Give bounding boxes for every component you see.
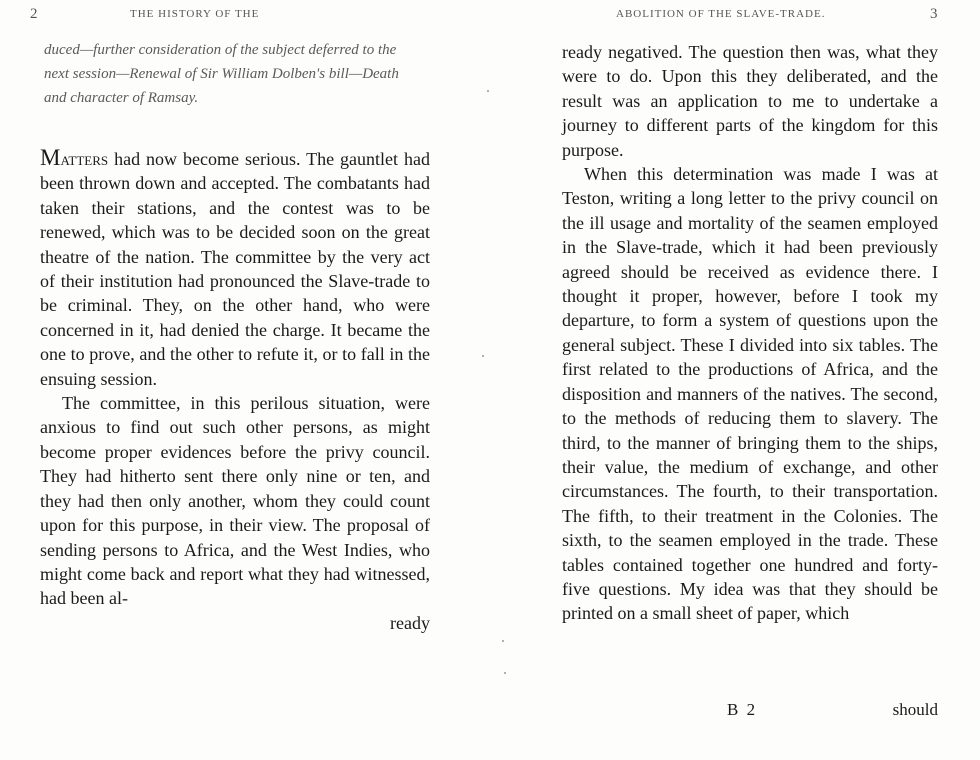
- running-head: THE HISTORY OF THE: [130, 8, 260, 20]
- page-speck: [487, 90, 489, 92]
- page-speck: [502, 640, 504, 642]
- paragraph: When this determination was made I was at Teston, writing a long letter to the privy council on the ill usage and mortality of the seamen employed in the Slave-trade, which it had been previously agreed should be received as evidence there. I thought it proper, however, before I took my departure, to form a system of questions upon the general subject. These I divided into six tables. The first related to the productions of Africa, and the disposition and manners of the natives. The second, to the methods of reducing them to slavery. The third, to the manner of bringing them to the ships, their value, the medium of exchange, and other circumstances. The fourth, to their transportation. The fifth, to their treatment in the Colonies. The sixth, to the seamen employed in the trade. These tables contained together one hundred and forty-five questions. My idea was that they should be printed on a small sheet of paper, which: [562, 164, 938, 624]
- page-speck: [504, 672, 506, 674]
- paragraph: ready negatived. The question then was, what they were to do. Upon this they deliberated, and the result was an application to me to undertake a journey to different parts of the kingdom for this purpose.: [562, 42, 938, 160]
- catchword: should: [892, 700, 938, 719]
- paragraph: [40, 146, 430, 391]
- signature-mark: B 2: [727, 700, 758, 719]
- page-speck: [482, 355, 484, 357]
- left-body-text: [40, 146, 430, 635]
- right-body-text: [562, 40, 938, 626]
- page-number: 3: [930, 6, 938, 22]
- right-page: [490, 0, 980, 760]
- running-head: ABOLITION OF THE SLAVE-TRADE.: [616, 8, 826, 20]
- small-caps-word: atters: [60, 149, 109, 169]
- catchword: ready: [390, 612, 430, 633]
- drop-cap: M: [40, 145, 61, 170]
- paragraph: The committee, in this perilous situation, were anxious to find out such other persons, as might become proper evidences before the privy council. They had hitherto sent there only nine or ten, and they had then only another, whom they could count upon for this purpose, in their view. The proposal of sending persons to Africa, and the West Indies, who might come back and report what they had witnessed, had been al-: [40, 393, 430, 609]
- chapter-summary: duced—further consideration of the subject deferred to the next session—Renewal of Sir William Dolben's bill—Death and character of Ramsay.: [44, 42, 399, 106]
- paragraph-text: had now become serious. The gauntlet had been thrown down and accepted. The combatants had taken their stations, and the contest was to be renewed, which was to be decided soon on the great theatre of the nation. The committee by the very act of their institution had pronounced the Slave-trade to be criminal. They, on the other hand, who were concerned in it, had denied the charge. It became the one to prove, and the other to refute it, or to fall in the ensuing session.: [40, 149, 430, 389]
- page-number: 2: [30, 6, 38, 22]
